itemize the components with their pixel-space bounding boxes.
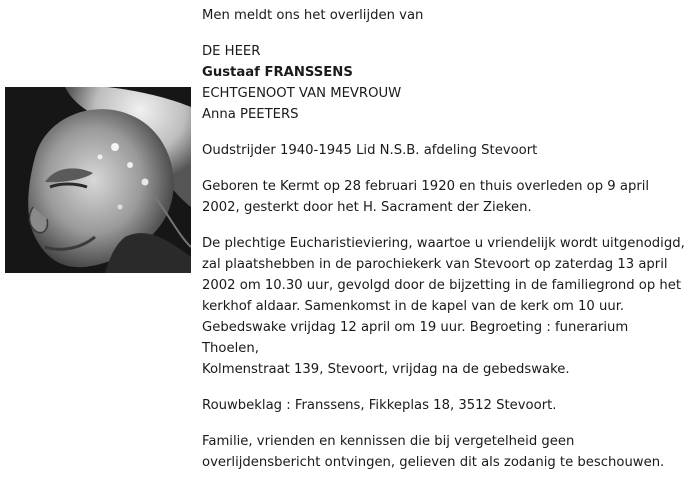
spouse-name: Anna PEETERS bbox=[202, 107, 299, 122]
birth-death-line: Geboren te Kermt op 28 februari 1920 en thuis overleden op 9 april bbox=[202, 179, 650, 194]
ceremony-line: De plechtige Eucharistieviering, waartoe u vriendelijk wordt uitgenodigd, bbox=[202, 236, 685, 251]
deceased-name: Gustaaf FRANSSENS bbox=[202, 65, 353, 80]
intro-line: Men meldt ons het overlijden van bbox=[202, 8, 424, 23]
closing-line: overlijdensbericht ontvingen, gelieven dit als zodanig te beschouwen. bbox=[202, 455, 665, 470]
birth-death-line: 2002, gesterkt door het H. Sacrament der Zieken. bbox=[202, 200, 532, 215]
mourning-address: Rouwbeklag : Franssens, Fikkeplas 18, 3512 Stevoort. bbox=[202, 398, 557, 413]
ceremony-line: Kolmenstraat 139, Stevoort, vrijdag na de gebedswake. bbox=[202, 362, 570, 377]
spouse-line: ECHTGENOOT VAN MEVROUW bbox=[202, 86, 402, 101]
affiliation-line: Oudstrijder 1940-1945 Lid N.S.B. afdeling Stevoort bbox=[202, 143, 538, 158]
portrait-illustration bbox=[5, 87, 191, 273]
ceremony-line: zal plaatshebben in de parochiekerk van Stevoort op zaterdag 13 april bbox=[202, 257, 668, 272]
ceremony-line: 2002 om 10.30 uur, gevolgd door de bijzetting in de familiegrond op het bbox=[202, 278, 682, 293]
death-notice bbox=[202, 5, 686, 473]
portrait-photo bbox=[5, 87, 191, 273]
closing-line: Familie, vrienden en kennissen die bij vergetelheid geen bbox=[202, 434, 575, 449]
ceremony-line: Gebedswake vrijdag 12 april om 19 uur. Begroeting : funerarium Thoelen, bbox=[202, 320, 629, 356]
ceremony-line: kerkhof aldaar. Samenkomst in de kapel van de kerk om 10 uur. bbox=[202, 299, 625, 314]
title-prefix: DE HEER bbox=[202, 44, 261, 59]
